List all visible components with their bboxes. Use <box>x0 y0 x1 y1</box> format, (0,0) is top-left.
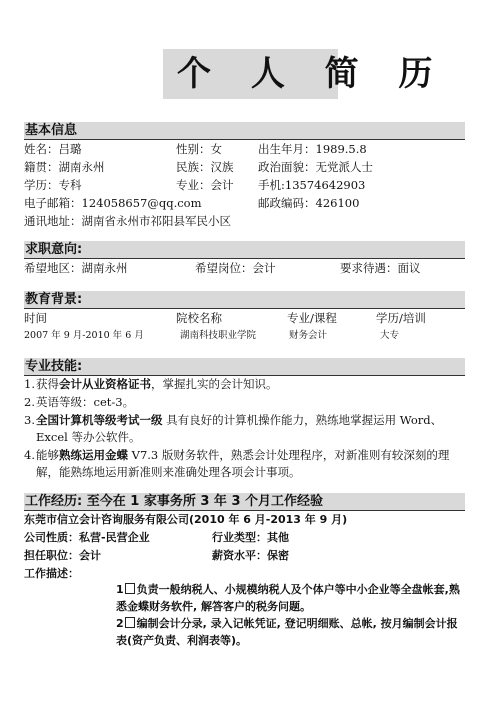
skill-num: 3. <box>24 413 35 427</box>
edu-row-degree: 大专 <box>380 330 400 341</box>
phone-field: 手机:13574642903 <box>258 178 366 192</box>
major-field: 专业：会计 <box>176 178 234 192</box>
origin-field: 籍贯：湖南永州 <box>24 160 105 174</box>
skill-num: 4. <box>24 448 35 462</box>
skill-text: 英语等级：cet-3。 <box>36 395 135 409</box>
postcode-field: 邮政编码：426100 <box>258 196 360 210</box>
page-title: 个 人 简 历 <box>163 49 338 99</box>
duty-text: 负责一般纳税人、小规模纳税人及个体户等中小企业等全盘帐套,熟悉金蝶财务软件, 解答客户的税务问题。 <box>116 583 460 613</box>
skill-text: ，掌握扎实的会计知识。 <box>151 377 278 391</box>
section-education: 教育背景: <box>24 291 465 309</box>
intent-area: 希望地区：湖南永州 <box>24 261 128 275</box>
duty-item <box>116 581 461 615</box>
skill-bold: 全国计算机等级考试一级 <box>36 413 163 427</box>
edu-header-time: 时间 <box>24 311 47 325</box>
skill-item <box>24 447 469 481</box>
skill-bold: 会计从业资格证书 <box>59 377 151 391</box>
skill-item <box>24 394 469 411</box>
salary-level: 薪资水平：保密 <box>212 549 289 562</box>
duty-num: 1 <box>116 583 124 596</box>
skill-num: 1. <box>24 377 35 391</box>
intent-position: 希望岗位：会计 <box>195 261 276 275</box>
edu-header-school: 院校名称 <box>176 311 222 325</box>
work-desc-label: 工作描述： <box>24 567 79 580</box>
checkbox-icon <box>125 617 135 628</box>
ethnicity-field: 民族：汉族 <box>176 160 234 174</box>
education-field: 学历：专科 <box>24 178 82 192</box>
skill-text: 具有良好的计算机操作能力，熟练地掌握运用 Word、Excel 等办公软件。 <box>36 413 443 444</box>
company-name: 东莞市信立会计咨询服务有限公司(2010 年 6 月-2013 年 9 月) <box>24 513 348 526</box>
edu-header-major: 专业/课程 <box>287 311 337 325</box>
section-job-intent: 求职意向: <box>24 241 465 259</box>
skill-num: 2. <box>24 395 35 409</box>
edu-header-degree: 学历/培训 <box>376 311 426 325</box>
skill-text: V7.3 版财务软件，熟悉会计处理程序，对新准则有较深刻的理解，能熟练地运用新准则来准确处理各项会计事项。 <box>36 448 450 479</box>
duty-num: 2 <box>116 617 124 630</box>
gender-field: 性别：女 <box>176 142 222 156</box>
checkbox-icon <box>125 583 135 594</box>
duty-text: 编制会计分录, 录入记帐凭证, 登记明细账、总帐, 按月编制会计报表(资产负责、利润表等)。 <box>116 617 458 647</box>
email-field: 电子邮箱：124058657@qq.com <box>24 196 202 210</box>
name-field: 姓名：吕璐 <box>24 142 82 156</box>
skill-bold: 熟练运用金蝶 <box>59 448 128 462</box>
skill-text: 能够 <box>36 448 59 462</box>
skill-text: 获得 <box>36 377 59 391</box>
company-nature: 公司性质：私营-民营企业 <box>24 531 150 544</box>
address-field: 通讯地址：湖南省永州市祁阳县军民小区 <box>24 214 231 228</box>
section-work: 工作经历: 至今在 1 家事务所 3 年 3 个月工作经验 <box>24 493 465 511</box>
skill-item <box>24 376 469 393</box>
edu-row-school: 湖南科技职业学院 <box>180 330 257 341</box>
industry-type: 行业类型：其他 <box>212 531 289 544</box>
skill-item <box>24 412 469 446</box>
politics-field: 政治面貌：无党派人士 <box>258 160 373 174</box>
duty-item <box>116 615 461 649</box>
job-title: 担任职位：会计 <box>24 549 101 562</box>
intent-salary: 要求待遇：面议 <box>340 261 421 275</box>
birth-field: 出生年月：1989.5.8 <box>258 142 367 156</box>
section-skills: 专业技能: <box>24 358 465 376</box>
edu-row-major: 财务会计 <box>289 330 328 341</box>
section-basic-info: 基本信息 <box>24 122 465 140</box>
edu-row-time: 2007 年 9 月-2010 年 6 月 <box>24 330 144 341</box>
